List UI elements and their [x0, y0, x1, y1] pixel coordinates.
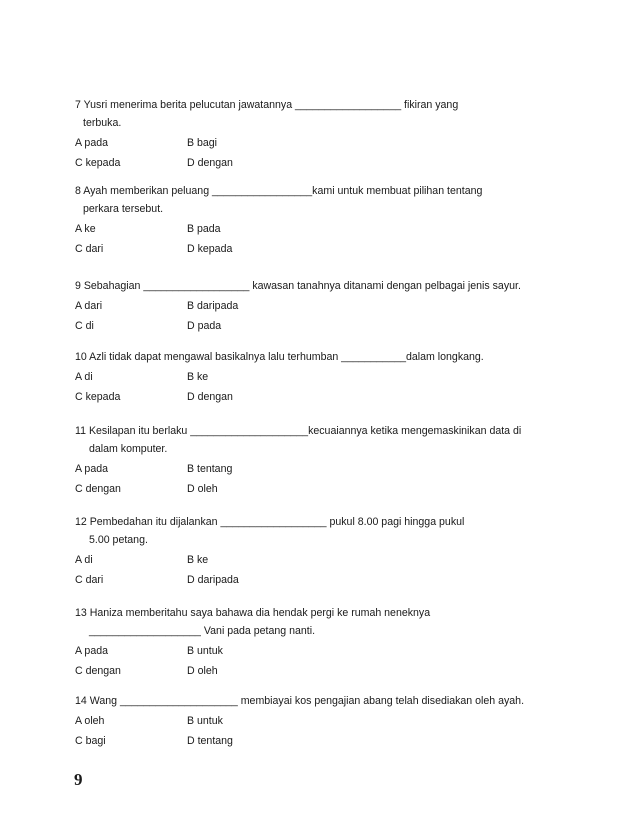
question-stem: 9 Sebahagian __________________ kawasan tanahnya ditanami dengan pelbagai jenis sayur. [75, 280, 521, 292]
question-8 [75, 182, 545, 258]
question-stem: 14 Wang ____________________ membiayai kos pengajian abang telah disediakan oleh ayah. [75, 695, 525, 707]
option-a: A di [75, 554, 93, 566]
option-c: C kepada [75, 391, 121, 403]
options-row [75, 297, 545, 315]
question-stem-continued: 5.00 petang. [89, 534, 148, 546]
option-c: C bagi [75, 735, 106, 747]
question-stem: 7 Yusri menerima berita pelucutan jawatannya __________________ fikiran yang [75, 99, 459, 111]
option-d: D pada [187, 320, 222, 332]
option-c: C kepada [75, 157, 121, 169]
option-d: D kepada [187, 243, 233, 255]
options-row [75, 480, 545, 498]
options-row [75, 240, 545, 258]
question-stem: 12 Pembedahan itu dijalankan __________________ pukul 8.00 pagi hingga pukul [75, 516, 465, 528]
option-b: B untuk [187, 645, 223, 657]
question-stem: 10 Azli tidak dapat mengawal basikalnya lalu terhumban ___________dalam longkang. [75, 351, 484, 363]
options-row [75, 712, 545, 730]
question-stem: 8 Ayah memberikan peluang _________________kami untuk membuat pilihan tentang [75, 185, 483, 197]
option-a: A oleh [75, 715, 105, 727]
option-b: B ke [187, 554, 209, 566]
option-d: D oleh [187, 483, 218, 495]
page-number: 9 [74, 770, 83, 789]
question-stem: 13 Haniza memberitahu saya bahawa dia hendak pergi ke rumah neneknya [75, 607, 431, 619]
options-row [75, 662, 545, 680]
question-12 [75, 513, 545, 589]
question-stem-continued: dalam komputer. [89, 443, 168, 455]
options-row [75, 388, 545, 406]
question-stem-continued: perkara tersebut. [83, 203, 164, 215]
option-c: C dari [75, 574, 104, 586]
option-b: B tentang [187, 463, 233, 475]
question-stem: 11 Kesilapan itu berlaku ____________________kecuaiannya ketika mengemaskinikan data di [75, 425, 522, 437]
option-a: A ke [75, 223, 96, 235]
option-a: A di [75, 371, 93, 383]
option-c: C di [75, 320, 94, 332]
option-b: B untuk [187, 715, 223, 727]
question-9 [75, 277, 545, 335]
options-row [75, 368, 545, 386]
option-d: D tentang [187, 735, 233, 747]
option-c: C dengan [75, 483, 121, 495]
options-row [75, 220, 545, 238]
option-c: C dari [75, 243, 104, 255]
option-d: D oleh [187, 665, 218, 677]
options-row [75, 460, 545, 478]
option-c: C dengan [75, 665, 121, 677]
options-row [75, 571, 545, 589]
options-row [75, 551, 545, 569]
question-11 [75, 422, 545, 498]
options-row [75, 154, 545, 172]
options-row [75, 642, 545, 660]
question-stem-continued: terbuka. [83, 117, 122, 129]
question-14 [75, 692, 545, 750]
question-stem-continued: ___________________ Vani pada petang nanti. [89, 625, 316, 637]
option-d: D daripada [187, 574, 239, 586]
option-a: A pada [75, 463, 108, 475]
option-b: B bagi [187, 137, 218, 149]
option-a: A dari [75, 300, 103, 312]
option-a: A pada [75, 645, 108, 657]
options-row [75, 732, 545, 750]
question-7 [75, 96, 545, 172]
option-d: D dengan [187, 157, 233, 169]
question-13 [75, 604, 545, 680]
options-row [75, 134, 545, 152]
option-a: A pada [75, 137, 108, 149]
option-b: B ke [187, 371, 209, 383]
question-10 [75, 348, 545, 406]
option-b: B pada [187, 223, 221, 235]
options-row [75, 317, 545, 335]
option-d: D dengan [187, 391, 233, 403]
option-b: B daripada [187, 300, 239, 312]
